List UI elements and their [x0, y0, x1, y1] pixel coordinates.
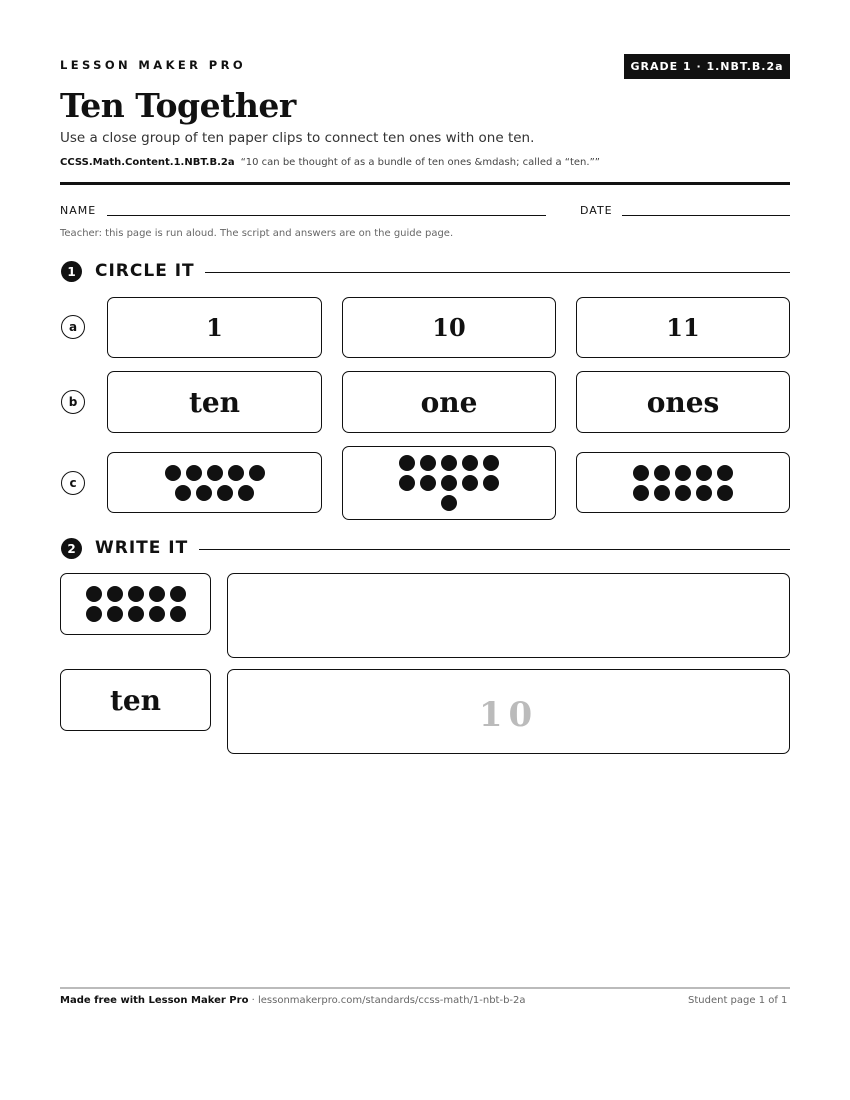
teacher-note: Teacher: this page is run aloud. The script and answers are on the guide page. — [60, 228, 454, 239]
counter-dot — [717, 485, 733, 501]
grade-badge: GRADE 1 · 1.NBT.B.2a — [624, 54, 790, 79]
section-1-title: CIRCLE IT — [95, 261, 195, 281]
counter-dot — [696, 485, 712, 501]
option-a-3[interactable] — [576, 297, 790, 358]
name-label: NAME — [60, 204, 97, 217]
counter-dot — [462, 455, 478, 471]
counter-dot — [170, 586, 186, 602]
option-label: 11 — [666, 313, 700, 342]
counter-dot — [420, 455, 436, 471]
prompt-word: ten — [109, 683, 162, 717]
counter-dot — [170, 606, 186, 622]
counter-dot — [217, 485, 233, 501]
counter-dot — [462, 475, 478, 491]
counter-dot — [228, 465, 244, 481]
counter-dot — [633, 465, 649, 481]
row-a-letter: a — [61, 315, 85, 339]
dot-group — [399, 455, 499, 511]
counter-dot — [149, 586, 165, 602]
counter-dot — [86, 606, 102, 622]
counter-dot — [420, 475, 436, 491]
dot-row — [399, 475, 499, 491]
date-field[interactable] — [622, 215, 790, 216]
dot-row — [633, 485, 733, 501]
counter-dot — [149, 606, 165, 622]
brand-name: LESSON MAKER PRO — [60, 58, 247, 72]
counter-dot — [441, 455, 457, 471]
header-divider — [60, 182, 790, 185]
footer-credit — [60, 995, 526, 1006]
section-2-rule — [199, 549, 790, 550]
counter-dot — [399, 475, 415, 491]
answer-box-1[interactable] — [227, 573, 790, 658]
prompt-dots-card — [60, 573, 211, 635]
dot-group — [86, 586, 186, 622]
dot-group — [633, 465, 733, 501]
row-c-letter: c — [61, 471, 85, 495]
name-field[interactable] — [107, 215, 546, 216]
footer-made-with: Made free with Lesson Maker Pro — [60, 995, 249, 1006]
answer-box-2[interactable] — [227, 669, 790, 754]
counter-dot — [654, 465, 670, 481]
option-c-3[interactable] — [576, 452, 790, 513]
footer-page-label: Student page 1 of 1 — [688, 995, 788, 1006]
option-a-2[interactable] — [342, 297, 556, 358]
counter-dot — [238, 485, 254, 501]
dot-row — [165, 465, 265, 481]
standard-line — [60, 157, 600, 168]
option-label: 1 — [206, 313, 223, 342]
dot-group — [165, 465, 265, 501]
option-a-1[interactable] — [107, 297, 322, 358]
counter-dot — [483, 455, 499, 471]
counter-dot — [128, 606, 144, 622]
option-label: 10 — [432, 313, 466, 342]
option-label: ten — [188, 385, 241, 419]
counter-dot — [633, 485, 649, 501]
counter-dot — [441, 495, 457, 511]
counter-dot — [128, 586, 144, 602]
footer-divider — [60, 987, 790, 989]
counter-dot — [107, 586, 123, 602]
counter-dot — [175, 485, 191, 501]
section-1-number: 1 — [61, 261, 82, 282]
dot-row — [399, 455, 499, 471]
date-label: DATE — [580, 204, 613, 217]
counter-dot — [654, 485, 670, 501]
counter-dot — [86, 586, 102, 602]
footer-url[interactable]: · lessonmakerpro.com/standards/ccss-math/1-nbt-b-2a — [251, 995, 526, 1006]
counter-dot — [186, 465, 202, 481]
counter-dot — [107, 606, 123, 622]
dot-row — [175, 485, 254, 501]
dot-row — [86, 606, 186, 622]
page-title: Ten Together — [60, 86, 296, 125]
section-2-title: WRITE IT — [95, 538, 189, 558]
option-b-3[interactable] — [576, 371, 790, 433]
counter-dot — [196, 485, 212, 501]
counter-dot — [399, 455, 415, 471]
section-1-rule — [205, 272, 790, 273]
option-b-1[interactable] — [107, 371, 322, 433]
section-2-number: 2 — [61, 538, 82, 559]
row-b-letter: b — [61, 390, 85, 414]
counter-dot — [717, 465, 733, 481]
dot-row — [86, 586, 186, 602]
counter-dot — [165, 465, 181, 481]
option-label: one — [420, 385, 478, 419]
counter-dot — [675, 485, 691, 501]
prompt-word-card — [60, 669, 211, 731]
answer-example: 10 — [478, 694, 539, 735]
page-subtitle: Use a close group of ten paper clips to connect ten ones with one ten. — [60, 130, 535, 146]
dot-row — [441, 495, 457, 511]
counter-dot — [483, 475, 499, 491]
counter-dot — [249, 465, 265, 481]
counter-dot — [441, 475, 457, 491]
option-b-2[interactable] — [342, 371, 556, 433]
standard-text: “10 can be thought of as a bundle of ten ones &mdash; called a “ten.”” — [240, 157, 600, 168]
counter-dot — [696, 465, 712, 481]
option-c-2[interactable] — [342, 446, 556, 520]
option-label: ones — [646, 385, 720, 419]
standard-code: CCSS.Math.Content.1.NBT.B.2a — [60, 157, 235, 168]
counter-dot — [207, 465, 223, 481]
option-c-1[interactable] — [107, 452, 322, 513]
dot-row — [633, 465, 733, 481]
counter-dot — [675, 465, 691, 481]
